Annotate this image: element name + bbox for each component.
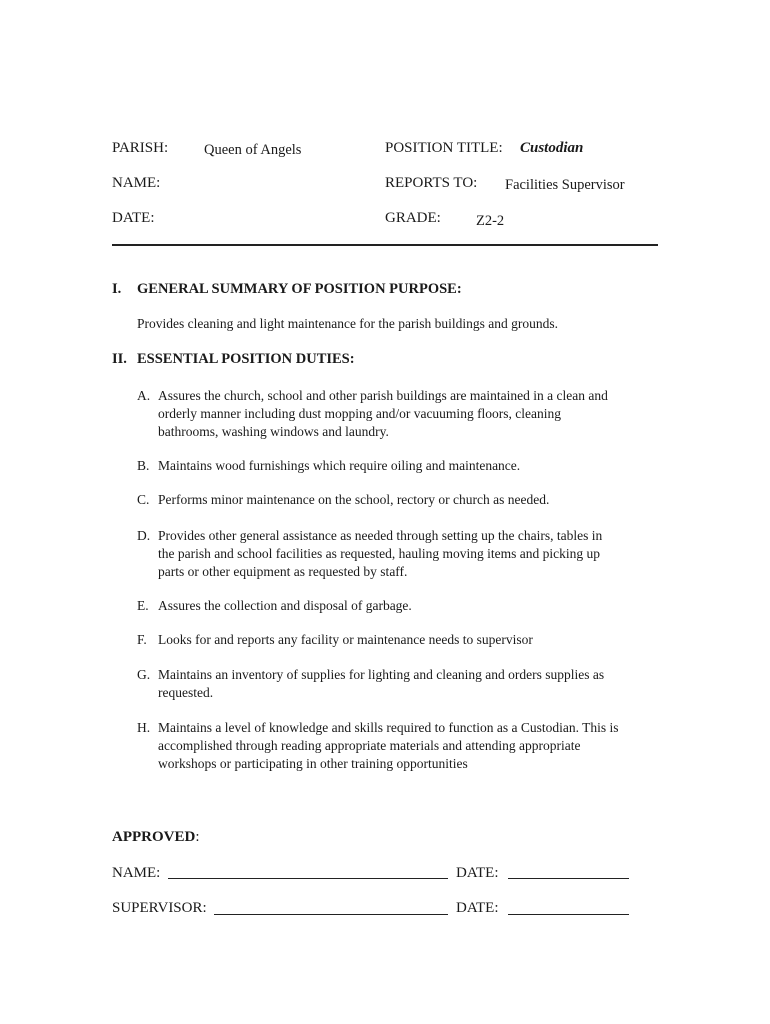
duty-text: Maintains an inventory of supplies for lighting and cleaning and orders supplies as requested. — [158, 667, 605, 700]
header-divider — [112, 244, 658, 246]
approved-colon: : — [195, 829, 200, 845]
duty-item-g — [137, 666, 667, 702]
date-label: DATE: — [112, 210, 155, 226]
duty-text: Performs minor maintenance on the school, rectory or church as needed. — [158, 492, 550, 507]
approval-name-label: NAME: — [112, 865, 161, 881]
duty-letter: A. — [137, 388, 151, 403]
name-label: NAME: — [112, 175, 161, 191]
duty-item-f — [137, 631, 667, 649]
duty-letter: H. — [137, 720, 151, 735]
duty-text: Provides other general assistance as needed through setting up the chairs, tables in the parish and school facilities as requested, hauling moving items and picking up parts or other equipment as requested by staff. — [158, 528, 603, 579]
duty-text: Looks for and reports any facility or maintenance needs to supervisor — [158, 632, 533, 647]
parish-value: Queen of Angels — [204, 142, 302, 158]
section-1-title: GENERAL SUMMARY OF POSITION PURPOSE: — [137, 281, 462, 297]
section-2-title: ESSENTIAL POSITION DUTIES: — [137, 351, 355, 367]
supervisor-label: SUPERVISOR: — [112, 900, 207, 916]
duty-item-a — [137, 387, 667, 441]
duty-text: Assures the church, school and other parish buildings are maintained in a clean and orderly manner including dust mopping and/or vacuuming floors, cleaning bathrooms, washing windows and laundry. — [158, 388, 608, 439]
parish-label: PARISH: — [112, 140, 169, 156]
approval-date-line-2[interactable] — [508, 914, 629, 915]
duty-item-d — [137, 527, 667, 581]
approval-date-label-1: DATE: — [456, 865, 499, 881]
duty-text: Maintains a level of knowledge and skills required to function as a Custodian. This is accomplished through reading appropriate materials and attending appropriate workshops or participating in other training opportunities — [158, 720, 619, 771]
duty-letter: C. — [137, 492, 150, 507]
duty-item-c — [137, 491, 667, 509]
duty-text: Maintains wood furnishings which require oiling and maintenance. — [158, 458, 521, 473]
supervisor-signature-line[interactable] — [214, 914, 448, 915]
duty-text: Assures the collection and disposal of garbage. — [158, 598, 412, 613]
duty-item-h — [137, 719, 667, 773]
duty-letter: D. — [137, 528, 151, 543]
duty-letter: F. — [137, 632, 147, 647]
duty-letter: B. — [137, 458, 150, 473]
duty-letter: E. — [137, 598, 149, 613]
approval-date-line-1[interactable] — [508, 878, 629, 879]
approval-date-label-2: DATE: — [456, 900, 499, 916]
position-title-value: Custodian — [520, 140, 584, 156]
approved-heading — [112, 829, 200, 846]
section-1-number: I. — [112, 281, 122, 297]
reports-to-value: Facilities Supervisor — [505, 177, 625, 193]
grade-value: Z2-2 — [476, 213, 505, 229]
section-1-text: Provides cleaning and light maintenance for the parish buildings and grounds. — [137, 316, 559, 331]
approved-title: APPROVED — [112, 829, 196, 845]
duty-item-b — [137, 457, 667, 475]
duty-item-e — [137, 597, 667, 615]
section-2-number: II. — [112, 351, 127, 367]
approval-name-line[interactable] — [168, 878, 448, 879]
reports-to-label: REPORTS TO: — [385, 175, 478, 191]
grade-label: GRADE: — [385, 210, 441, 226]
position-title-label: POSITION TITLE: — [385, 140, 503, 156]
duty-letter: G. — [137, 667, 151, 682]
